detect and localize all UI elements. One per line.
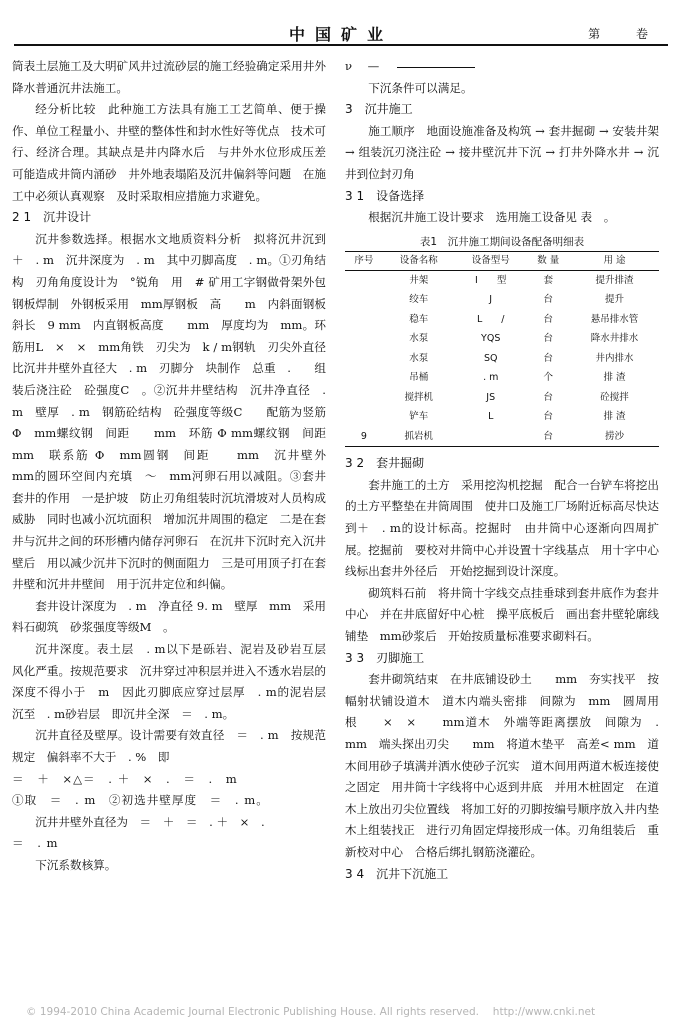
equipment-table bbox=[345, 233, 659, 448]
table-cell: SQ bbox=[483, 352, 498, 364]
table-cell: 提升 bbox=[604, 294, 624, 306]
section-heading: 3 1 设备选择 bbox=[345, 188, 425, 203]
table-cell: 吊桶 bbox=[409, 372, 429, 384]
table-cell: 稳车 bbox=[409, 313, 429, 325]
section-heading: 3 2 套井掘砌 bbox=[345, 456, 425, 471]
column-header: 数 量 bbox=[527, 251, 570, 270]
paragraph: 施工顺序 地面设施准备及构筑 → 套井掘砌 → 安装井架 → 组装沉刃浇注砼 → 接井壁沉井下沉 → 打井外降水井 → 沉井到位封刃角 bbox=[345, 123, 659, 181]
table-row bbox=[345, 427, 659, 447]
column-header: 设备名称 bbox=[383, 251, 455, 270]
journal-title: 中国矿业 bbox=[288, 25, 393, 44]
table-cell: 台 bbox=[543, 294, 554, 306]
paragraph: 沉井井壁外直径为 ＝ ＋ ＝ . ＋ × . bbox=[35, 814, 265, 829]
section-heading: 2 1 沉井设计 bbox=[12, 210, 92, 225]
table-cell bbox=[455, 427, 527, 447]
paragraph: 砌筑料石前 将井筒十字线交点挂垂球到套井底作为套井中心 并在井底留好中心桩 操平底板后 画出套井壁轮廓线 铺垫 mm砂浆后 开始按质量标准要求砌料石。 bbox=[345, 585, 671, 643]
table-cell: 排 渣 bbox=[603, 372, 626, 384]
table-cell: 台 bbox=[543, 430, 554, 442]
table-cell: 台 bbox=[543, 352, 554, 364]
table-cell: J bbox=[489, 294, 493, 306]
table-row bbox=[345, 368, 659, 388]
column-header: 用 途 bbox=[570, 251, 659, 270]
section-heading: 3 沉井施工 bbox=[345, 102, 413, 117]
table-row bbox=[345, 349, 659, 369]
table-cell: 降水井排水 bbox=[590, 333, 639, 345]
table-cell: L / bbox=[476, 313, 505, 325]
table-row bbox=[345, 329, 659, 349]
equation-line: ＝ ＋ ×△＝ . ＋ × . ＝ . m bbox=[12, 771, 238, 786]
paragraph: 沉井直径及壁厚。设计需要有效直径 ＝ . m 按规范规定 偏斜率不大于 . % 即 bbox=[12, 728, 326, 764]
table-cell: YQS bbox=[481, 333, 501, 345]
table-cell: . m bbox=[483, 372, 499, 384]
table-cell bbox=[345, 290, 383, 310]
paragraph: 下沉系数核算。 bbox=[35, 857, 117, 872]
fraction-bar bbox=[397, 67, 475, 68]
table-row bbox=[345, 270, 659, 290]
paragraph: 套井砌筑结束 在井底铺设砂土 mm 夯实找平 按幅射状铺设道木 道木内端头密排 间隙为 mm 圆周用 根 × × mm道木 外端等距离摆放 间隙为 . mm 端头探出刃尖 mm 将道木垫平 高差< mm 道木间用砂子填满并洒水使砂子沉实 道木间用两道木板连接使之固定 用井筒十字线将中心返到井底 并用木桩固定 在道木上放出刃尖位置线 将加工好的刃脚按编号顺序放入井内垫木上组装找正 进行刃角固定焊接形成一体。刃角组装后 重新校对中心 合格后绑扎钢筋浇灌砼。 bbox=[345, 672, 682, 859]
right-column-text-before-table bbox=[345, 78, 659, 229]
table-cell: I 型 bbox=[475, 274, 507, 286]
table-cell: 提升排渣 bbox=[595, 274, 634, 286]
table-body bbox=[345, 270, 659, 447]
paragraph: 下沉条件可以满足。 bbox=[368, 80, 473, 95]
table-cell: 台 bbox=[543, 391, 554, 403]
table-cell: 绞车 bbox=[409, 294, 429, 306]
paragraph: 沉井深度。表土层 . m以下是砾岩、泥岩及砂岩互层 风化严重。按规范要求 沉井穿过冲积层并进入不透水岩层的深度不得小于 m 因此刃脚底应穿过层厚 . m的泥岩层 沉至 . m砂岩层 即沉井全深 ＝ . m。 bbox=[12, 642, 338, 721]
equation-line: ①取 ＝ . m ②初选井壁厚度 ＝ . m。 bbox=[12, 793, 269, 808]
paragraph: 套井设计深度为 . m 净直径 9. m 壁厚 mm 采用料石砌筑 砂浆强度等级M 。 bbox=[12, 598, 326, 635]
right-column-text-after-table bbox=[345, 453, 682, 885]
right-column bbox=[345, 56, 682, 885]
table-cell: 搅拌机 bbox=[404, 391, 434, 403]
copyright-footer: © 1994-2010 China Academic Journal Electronic Publishing House. All rights reserved. http://www.cnki.net bbox=[26, 1006, 596, 1018]
paragraph: 经分析比较 此种施工方法具有施工工艺简单、便于操作、单位工程量小、井壁的整体性和封水性好等优点 技术可行、经济合理。其缺点是井内降水后 与井外水位形成压差 可能造成井筒内涌砂 井外地表塌陷及沉井偏斜等问题 在施工中必须认真观察 及时采取相应措施力求避免。 bbox=[12, 102, 338, 203]
table-cell: 砼搅拌 bbox=[600, 391, 629, 403]
table-cell: 捞沙 bbox=[604, 430, 624, 442]
table-caption: 表1 沉井施工期间设备配备明细表 bbox=[419, 235, 585, 248]
table-cell: JS bbox=[486, 391, 496, 403]
equipment-table-grid bbox=[345, 251, 659, 448]
table-cell bbox=[345, 388, 383, 408]
table-cell bbox=[345, 349, 383, 369]
left-column bbox=[12, 56, 350, 877]
table-cell bbox=[345, 270, 383, 290]
table-header-row bbox=[345, 251, 659, 270]
column-header: 设备型号 bbox=[455, 251, 527, 270]
table-cell: 排 渣 bbox=[603, 411, 626, 423]
table-cell: 水泵 bbox=[409, 333, 429, 345]
issue-label: 第 卷 bbox=[588, 27, 664, 41]
table-cell: 悬吊排水管 bbox=[590, 313, 639, 325]
page-header bbox=[14, 22, 668, 46]
table-cell: 台 bbox=[543, 313, 554, 325]
table-cell bbox=[345, 329, 383, 349]
table-cell: 井架 bbox=[409, 274, 429, 286]
table-row bbox=[345, 290, 659, 310]
table-cell: 抓岩机 bbox=[404, 430, 434, 442]
table-cell bbox=[345, 310, 383, 330]
formula-fragment bbox=[345, 56, 659, 78]
table-cell: 水泵 bbox=[409, 352, 429, 364]
table-row bbox=[345, 388, 659, 408]
paragraph: 根据沉井施工设计要求 选用施工设备见 表 。 bbox=[368, 210, 616, 225]
formula-text: ν — bbox=[345, 59, 382, 73]
table-row bbox=[345, 310, 659, 330]
table-cell bbox=[345, 368, 383, 388]
table-row bbox=[345, 407, 659, 427]
table-cell: 井内排水 bbox=[595, 352, 634, 364]
table-cell: 铲车 bbox=[409, 411, 429, 423]
section-heading: 3 4 沉井下沉施工 bbox=[345, 866, 449, 881]
table-cell: 9 bbox=[360, 430, 367, 442]
table-cell: 套 bbox=[543, 274, 554, 286]
paragraph: 沉井参数选择。根据水文地质资料分析 拟将沉井沉到＋ . m 沉井深度为 . m 其中刃脚高度 . m。①刃角结构 刃角角度设计为 °锐角 用 # 矿用工字钢做骨架外包钢板焊制 外钢板采用 mm厚钢板 高 m 内斜面钢板斜长 9 mm 内直钢板高度 mm 厚度均为 mm。环筋用L × × mm角铁 刃尖为 k / m钢轨 刃尖外直径比沉井井壁外直径大 . m 刃脚分 块制作 总重 . 组装后浇注砼 砼强度C 。②沉井井壁结构 沉井净直径 . m 壁厚 . m 钢筋砼结构 砼强度等级C 配筋为竖筋 Φ mm螺纹钢 间距 mm 环筋 Φ mm螺纹钢 间距 mm 联系筋 Φ mm圆钢 间距 mm 沉井壁外 mm的圆环空间内充填 ～ mm河卵石用以减阻。③套井 套井的作用 一是护坡 防止刃角组装时沉坑滑坡对人员构成威胁 同时也减小沉坑面积 增加沉井周围的稳定 二是在套井与沉井之间的环形槽内储存河卵石 在沉井下沉时充入沉井壁后 用以减少沉井下沉时的侧面阻力 三是可用顶子打在套井壁和沉井井壁间 用于沉井定位和纠偏。 bbox=[12, 231, 350, 592]
paragraph: 筒表土层施工及大明矿风井过流砂层的施工经验确定采用井外降水普通沉井法施工。 bbox=[12, 59, 326, 95]
table-cell: 台 bbox=[543, 333, 554, 345]
table-cell: 个 bbox=[543, 372, 554, 384]
column-header: 序号 bbox=[345, 251, 383, 270]
table-cell: 台 bbox=[543, 411, 554, 423]
paragraph: 套井施工的土方 采用挖沟机挖掘 配合一台铲车将挖出的土方平整垫在井筒周围 使井口及施工厂场附近标高尽快达到＋ . m的设计标高。挖掘时 由井筒中心逐渐向四周扩展。挖掘前 要校对井筒中心并设置十字线基点 用十字中心线标出套井外径后 开始挖掘到设计深度。 bbox=[345, 477, 659, 579]
table-cell: L bbox=[488, 411, 494, 423]
section-heading: 3 3 刃脚施工 bbox=[345, 650, 425, 665]
equation-line: ＝ . m bbox=[12, 836, 59, 851]
table-cell bbox=[345, 407, 383, 427]
